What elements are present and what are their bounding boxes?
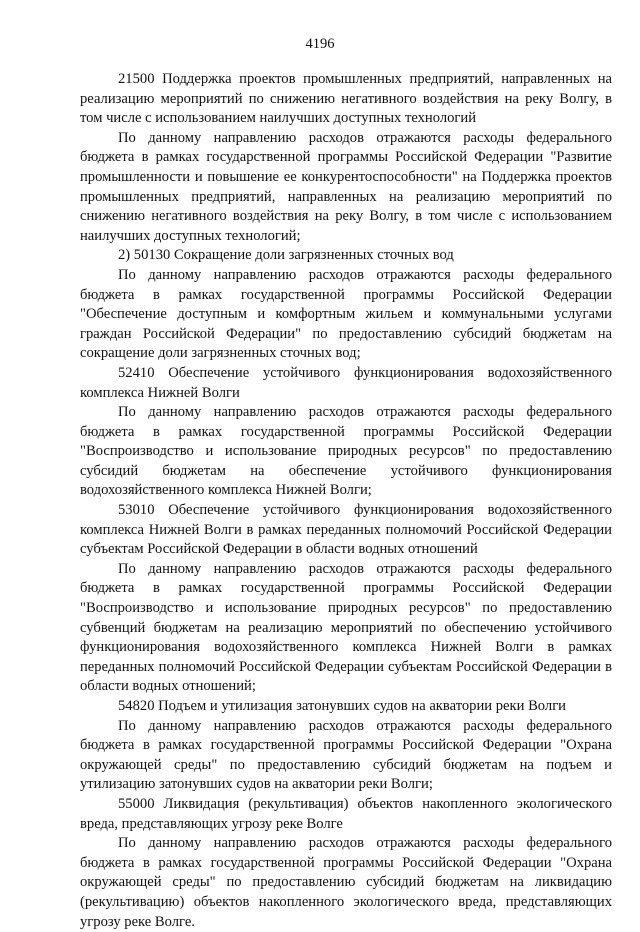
paragraph-21500-title: 21500 Поддержка проектов промышленных предприятий, направленных на реализацию мероприятий по снижению негативного воздействия на реку Волгу, в том числе с использованием наилучших доступных технологий [80, 71, 612, 127]
paragraph-55000-title: 55000 Ликвидация (рекультивация) объектов накопленного экологического вреда, представляющих угрозу реке Волге [80, 795, 612, 832]
paragraph-55000-description: По данному направлению расходов отражаются расходы федерального бюджета в рамках государственной программы Российской Федерации "Охрана окружающей среды" по предоставлению субсидий бюджетам на ликвидацию (рекультивацию) объектов накопленного экологического вреда, представляющих угрозу реке Волге. [80, 835, 612, 930]
paragraph-50130-description: По данному направлению расходов отражаются расходы федерального бюджета в рамках государственной программы Российской Федерации "Обеспечение доступным и комфортным жильем и коммунальными услугами граждан Российской Федерации" по предоставлению субсидий бюджетам на сокращение доли загрязненных сточных вод; [80, 266, 612, 362]
paragraph-21500-description: По данному направлению расходов отражаются расходы федерального бюджета в рамках государственной программы Российской Федерации "Развитие промышленности и повышение ее конкурентоспособности" на Поддержка проектов промышленных предприятий, направленных на реализацию мероприятий по снижению негативного воздействия на реку Волгу, в том числе с использованием наилучших доступных технологий; [80, 129, 612, 244]
paragraph-54820-description: По данному направлению расходов отражаются расходы федерального бюджета в рамках государственной программы Российской Федерации "Охрана окружающей среды" по предоставлению субсидий бюджетам на подъем и утилизацию затонувших судов на акватории реки Волги; [80, 717, 612, 793]
paragraph-50130-title: 2) 50130 Сокращение доли загрязненных сточных вод [118, 247, 454, 264]
paragraph-52410-description: По данному направлению расходов отражаются расходы федерального бюджета в рамках государственной программы Российской Федерации "Воспроизводство и использование природных ресурсов" по предоставлению субсидий бюджетам на обеспечение устойчивого функционирования водохозяйственного комплекса Нижней Волги; [80, 404, 612, 499]
paragraph-54820-title: 54820 Подъем и утилизация затонувших судов на акватории реки Волги [118, 698, 566, 714]
paragraph-53010-description: По данному направлению расходов отражаются расходы федерального бюджета в рамках государственной программы Российской Федерации "Воспроизводство и использование природных ресурсов" по предоставлению субвенций бюджетам на реализацию мероприятий по обеспечению устойчивого функционирования водохозяйственного комплекса Нижней Волги в рамках переданных полномочий Российской Федерации субъектам Российской Федерации в области водных отношений; [80, 560, 612, 695]
document-body [80, 70, 612, 932]
paragraph-53010-title: 53010 Обеспечение устойчивого функционирования водохозяйственного комплекса Нижней Волги в рамках переданных полномочий Российской Федерации субъектам Российской Федерации в области водных отношений [80, 502, 612, 558]
page-number: 4196 [305, 36, 335, 52]
paragraph-52410-title: 52410 Обеспечение устойчивого функционирования водохозяйственного комплекса Нижней Волги [80, 364, 612, 401]
